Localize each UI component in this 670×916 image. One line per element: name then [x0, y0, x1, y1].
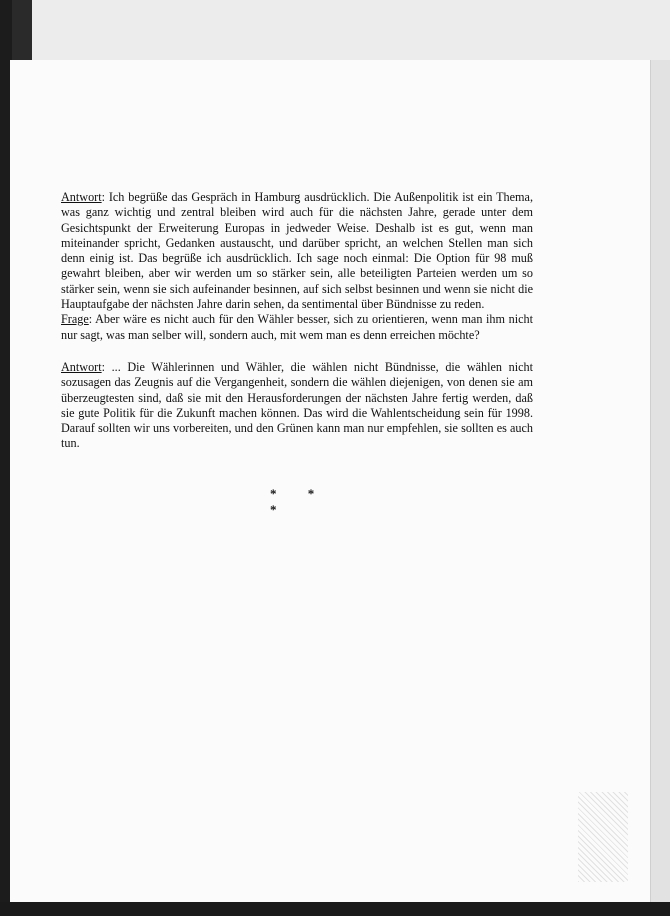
paragraph-answer-2 [61, 360, 533, 452]
paragraph-answer-1 [61, 190, 533, 312]
scan-edge-top [12, 0, 32, 60]
speaker-label: Frage [61, 312, 89, 327]
section-separator: * * * [270, 486, 329, 517]
paragraph-text: : Ich begrüße das Gespräch in Hamburg ausdrücklich. Die Außenpolitik ist ein Thema, was ganz wichtig und zentral bleiben wird auch für die nächsten Jahre, gerade unter dem Gesichtspunkt der Erweiterung Europas in jedweder Weise. Deshalb ist es gut, wenn man miteinander spricht, Gedanken austauscht, und darüber spricht, an welchen Stellen man sich denn einig ist. Das begrüße ich ausdrücklich. Ich sage noch einmal: Die Option für 98 muß gewahrt bleiben, aber wir werden um so stärker sein, alle beteiligten Parteien werden um so stärker sein, wenn sie sich aufeinander besinnen, auf sich selbst besinnen und wenn sie nicht die Hauptaufgabe der nächsten Jahre darin sehen, da sentimental über Bündnisse zu reden. [61, 190, 533, 312]
paragraph-text: : Aber wäre es nicht auch für den Wähler besser, sich zu orientieren, wenn man ihm nicht nur sagt, was man selber will, sondern auch, mit wem man es denn erreichen möchte? [61, 312, 533, 342]
scan-edge-bottom [0, 902, 670, 916]
speaker-label: Antwort [61, 190, 102, 204]
document-body [61, 190, 533, 452]
scan-right-shadow [650, 60, 670, 902]
scan-noise [578, 792, 628, 882]
paragraph-question [61, 312, 533, 343]
paragraph-text: : ... Die Wählerinnen und Wähler, die wählen nicht Bündnisse, die wählen nicht sozusagen das Zeugnis auf die Vergangenheit, sondern die wählen diejenigen, von denen sie am überzeugtesten sind, daß sie mit den Herausforderungen der nächsten Jahre fertig werden, daß sie gute Politik für die Zukunft machen können. Das wird die Wahlentscheidung sein für 1998. Darauf sollten wir uns vorbereiten, und den Grünen kann man nur empfehlen, sie sollten es auch tun. [61, 359, 533, 451]
scan-top-band [12, 0, 670, 62]
speaker-label: Antwort [61, 359, 102, 374]
document-page [10, 60, 651, 902]
